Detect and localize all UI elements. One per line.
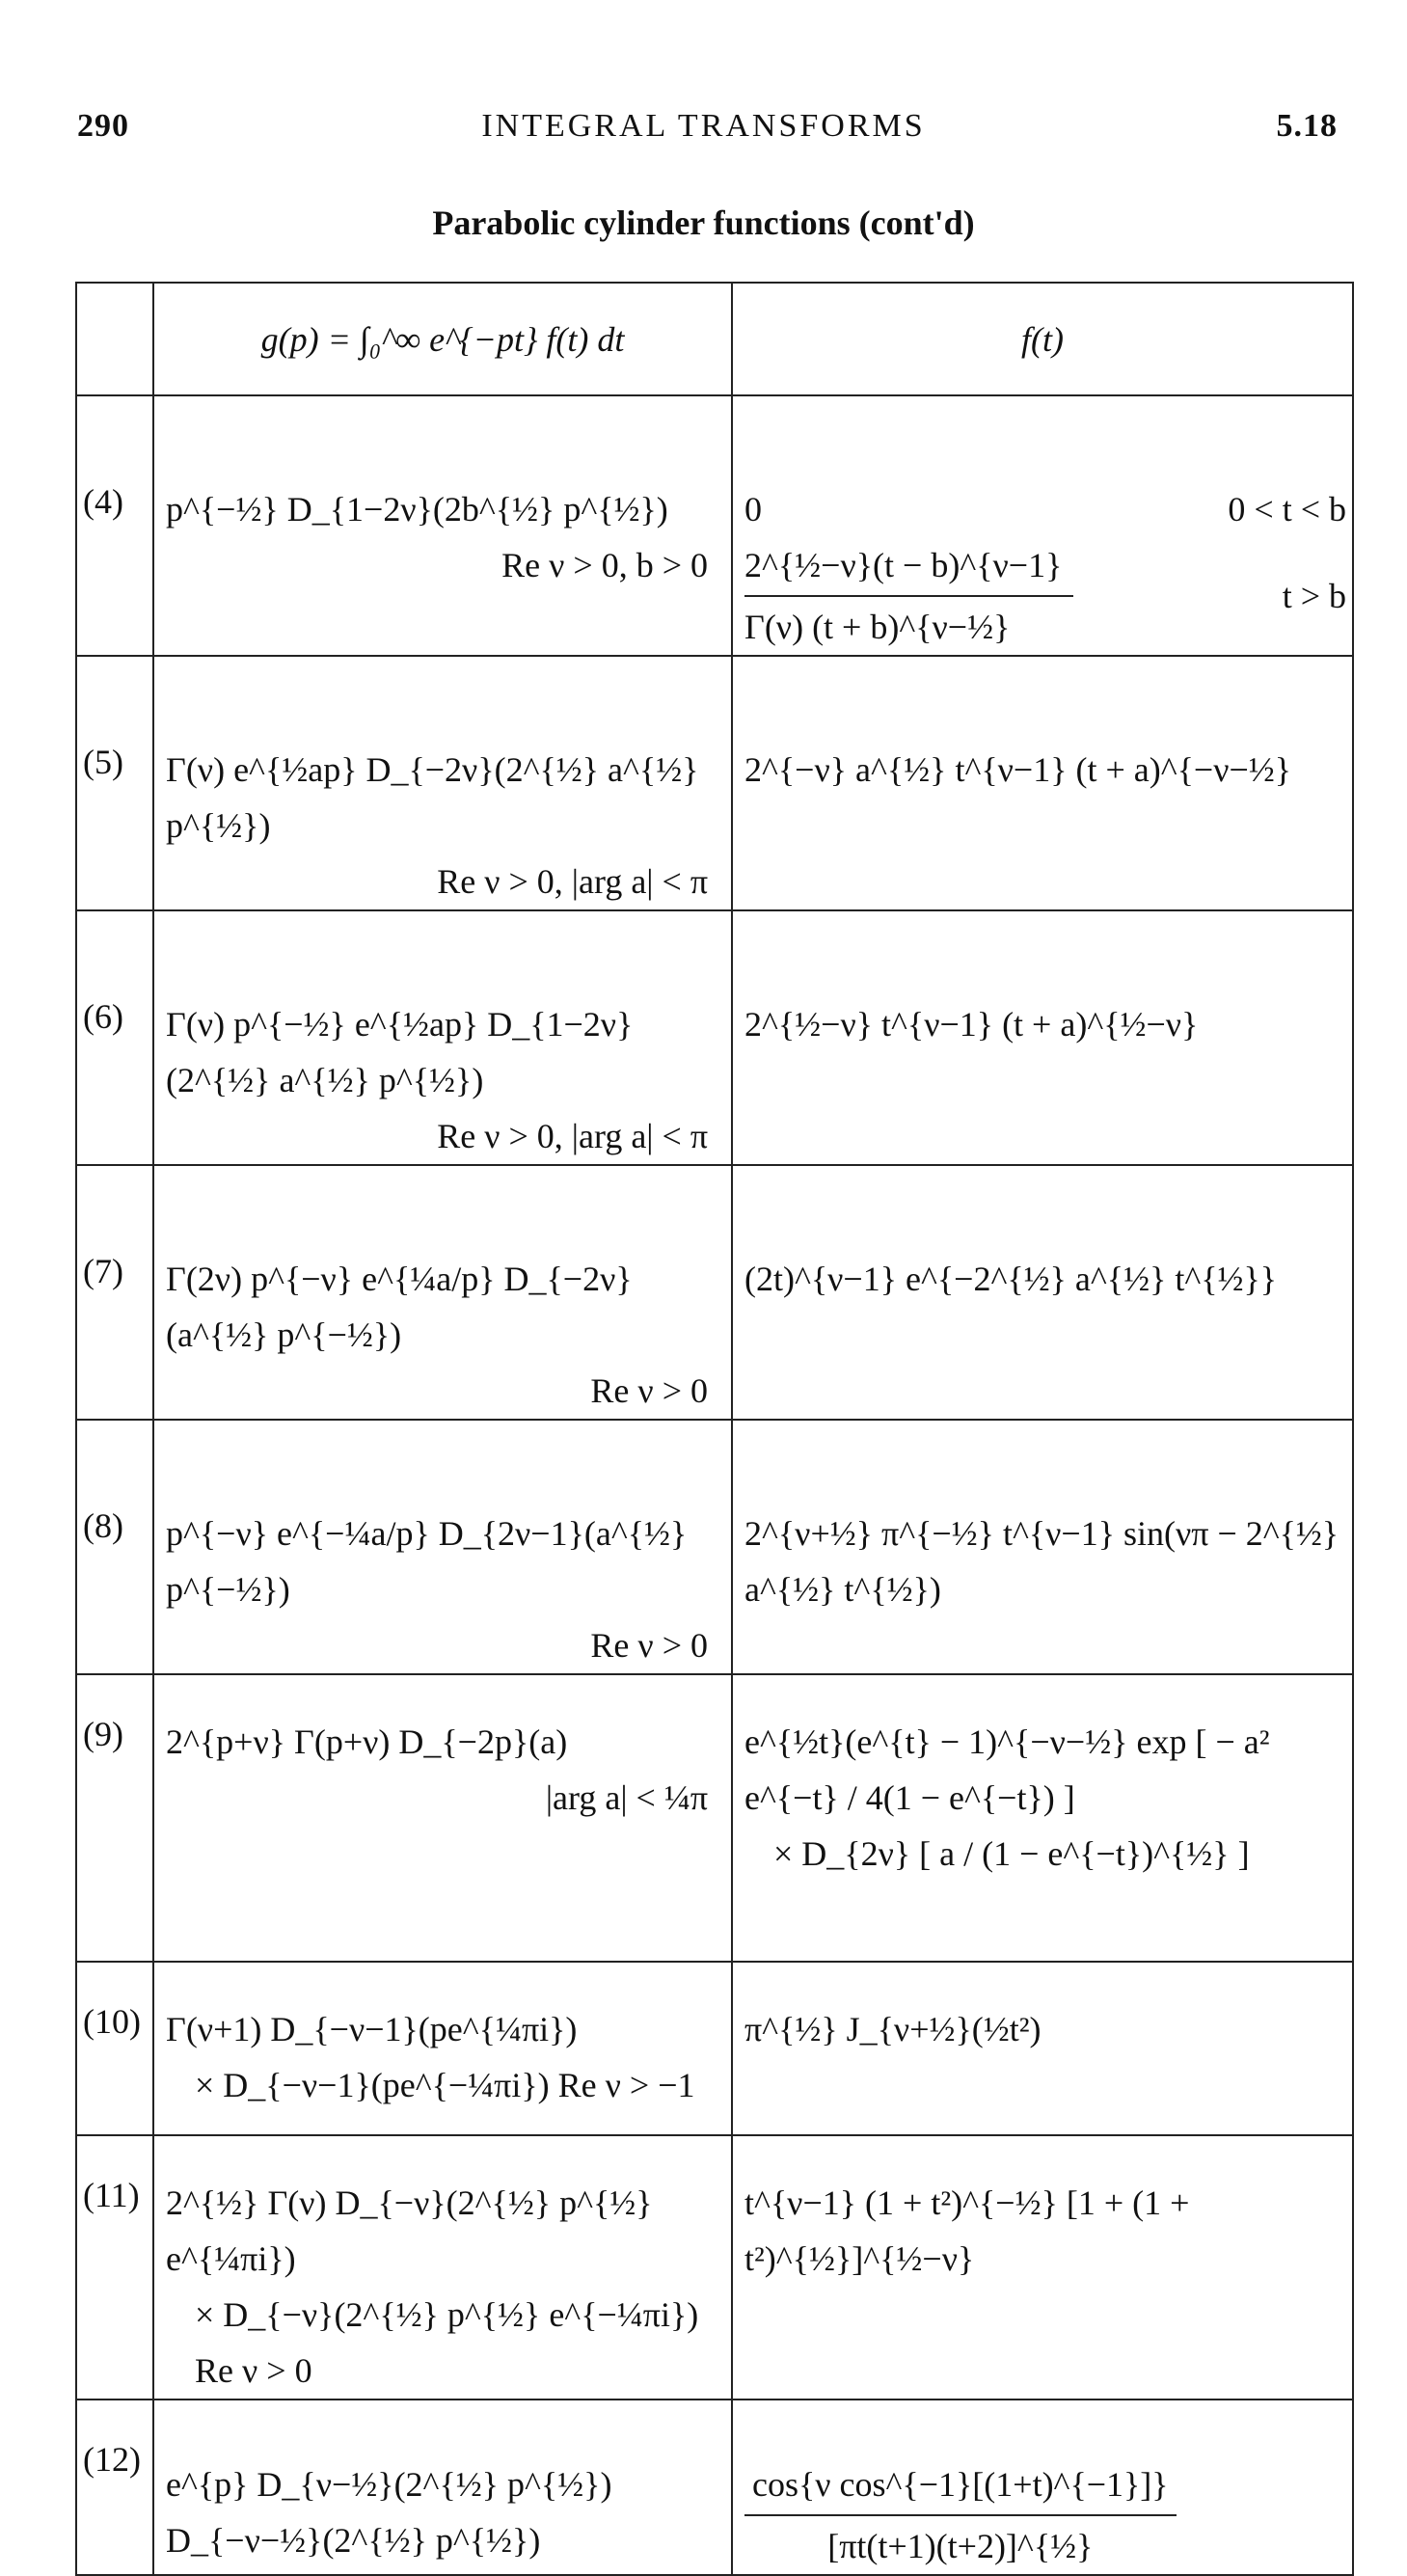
g-condition: Re ν > 0 — [590, 1371, 708, 1410]
g-expression: 2^{½} Γ(ν) D_{−ν}(2^{½} p^{½} e^{¼πi}) — [166, 2183, 653, 2278]
f-piece-value: 0 — [744, 490, 762, 529]
g-expression: Γ(2ν) p^{−ν} e^{¼a/p} D_{−2ν}(a^{½} p^{−½}) — [166, 1260, 633, 1354]
f-fraction — [744, 537, 1073, 655]
g-expression: Γ(ν) p^{−½} e^{½ap} D_{1−2ν}(2^{½} a^{½} p^{½}) — [166, 1005, 634, 1099]
row-number: (7) — [76, 1165, 153, 1420]
header-g: g(p) = ∫₀^∞ e^{−pt} f(t) dt — [153, 283, 732, 395]
table-row — [76, 1165, 1353, 1420]
g-cell — [153, 1420, 732, 1674]
table-row — [76, 656, 1353, 910]
f-piece — [744, 481, 1346, 537]
f-expression: 2^{−ν} a^{½} t^{ν−1} (t + a)^{−ν−½} — [744, 750, 1292, 789]
f-fraction — [744, 2456, 1177, 2574]
g-expression-line: × D_{−ν}(2^{½} p^{½} e^{−¼πi}) Re ν > 0 — [195, 2295, 699, 2390]
running-title: INTEGRAL TRANSFORMS — [481, 108, 926, 144]
f-cell — [732, 2135, 1353, 2400]
table-row — [76, 2135, 1353, 2400]
f-expression-line: e^{½t}(e^{t} − 1)^{−ν−½} exp [ − a² e^{−t} / 4(1 − e^{−t}) ] — [744, 1722, 1270, 1817]
table-row — [76, 910, 1353, 1165]
f-piece — [744, 537, 1346, 655]
table-row — [76, 1674, 1353, 1962]
row-number: (5) — [76, 656, 153, 910]
row-number: (12) — [76, 2400, 153, 2575]
table-row — [76, 395, 1353, 656]
g-expression: 2^{p+ν} Γ(p+ν) D_{−2p}(a) — [166, 1722, 568, 1761]
f-cell — [732, 395, 1353, 656]
fraction-denominator: [πt(t+1)(t+2)]^{½} — [827, 2527, 1094, 2565]
f-cell — [732, 1420, 1353, 1674]
f-expression: 2^{ν+½} π^{−½} t^{ν−1} sin(νπ − 2^{½} a^{½} t^{½}) — [744, 1514, 1339, 1609]
g-cell — [153, 1165, 732, 1420]
f-cell — [732, 1674, 1353, 1962]
header-row — [76, 283, 1353, 395]
page-number: 290 — [77, 108, 129, 144]
g-cell — [153, 1962, 732, 2135]
g-cell — [153, 2135, 732, 2400]
transform-table — [75, 282, 1354, 2576]
f-cell — [732, 1165, 1353, 1420]
table-row — [76, 2400, 1353, 2575]
table-row — [76, 1962, 1353, 2135]
f-cell — [732, 656, 1353, 910]
f-expression-line: × D_{2ν} [ a / (1 − e^{−t})^{½} ] — [773, 1834, 1250, 1873]
row-number: (4) — [76, 395, 153, 656]
g-condition: Re ν > 0, |arg a| < π — [437, 862, 708, 901]
g-expression: e^{p} D_{ν−½}(2^{½} p^{½}) D_{−ν−½}(2^{½} p^{½}) — [166, 2465, 612, 2560]
row-number: (9) — [76, 1674, 153, 1962]
g-condition: Re ν > 0 — [590, 1626, 708, 1665]
section-number: 5.18 — [1276, 108, 1338, 144]
g-condition: Re ν > 0, b > 0 — [501, 546, 708, 584]
fraction-numerator: 2^{½−ν}(t − b)^{ν−1} — [744, 537, 1073, 597]
f-expression: (2t)^{ν−1} e^{−2^{½} a^{½} t^{½}} — [744, 1260, 1278, 1298]
g-cell — [153, 395, 732, 656]
g-expression: p^{−ν} e^{−¼a/p} D_{2ν−1}(a^{½} p^{−½}) — [166, 1514, 688, 1609]
g-expression: Γ(ν) e^{½ap} D_{−2ν}(2^{½} a^{½} p^{½}) — [166, 750, 699, 845]
header-num — [76, 283, 153, 395]
g-condition: |arg a| < ¼π — [545, 1778, 708, 1817]
g-cell — [153, 1674, 732, 1962]
g-cell — [153, 910, 732, 1165]
row-number: (8) — [76, 1420, 153, 1674]
g-expression-line: × D_{−ν−1}(pe^{−¼πi}) Re ν > −1 — [195, 2066, 695, 2104]
g-expression: Γ(ν+1) D_{−ν−1}(pe^{¼πi}) — [166, 2010, 578, 2048]
f-piece-condition: t > b — [1282, 577, 1346, 615]
row-number: (10) — [76, 1962, 153, 2135]
row-number: (6) — [76, 910, 153, 1165]
f-expression: t^{ν−1} (1 + t²)^{−½} [1 + (1 + t²)^{½}]^{½−ν} — [744, 2183, 1190, 2278]
g-cell — [153, 2400, 732, 2575]
f-expression: 2^{½−ν} t^{ν−1} (t + a)^{½−ν} — [744, 1005, 1199, 1044]
f-piece-condition: 0 < t < b — [1228, 490, 1346, 529]
fraction-numerator: cos{ν cos^{−1}[(1+t)^{−1}]} — [744, 2456, 1177, 2516]
fraction-denominator: Γ(ν) (t + b)^{ν−½} — [744, 608, 1011, 646]
f-cell — [732, 2400, 1353, 2575]
table-caption: Parabolic cylinder functions (cont'd) — [432, 203, 975, 242]
g-expression: p^{−½} D_{1−2ν}(2b^{½} p^{½}) — [166, 490, 668, 529]
f-cell — [732, 1962, 1353, 2135]
table-row — [76, 1420, 1353, 1674]
header-f: f(t) — [732, 283, 1353, 395]
row-number: (11) — [76, 2135, 153, 2400]
g-cell — [153, 656, 732, 910]
f-cell — [732, 910, 1353, 1165]
g-condition: Re ν > 0, |arg a| < π — [437, 1117, 708, 1155]
f-expression: π^{½} J_{ν+½}(½t²) — [744, 2010, 1042, 2048]
